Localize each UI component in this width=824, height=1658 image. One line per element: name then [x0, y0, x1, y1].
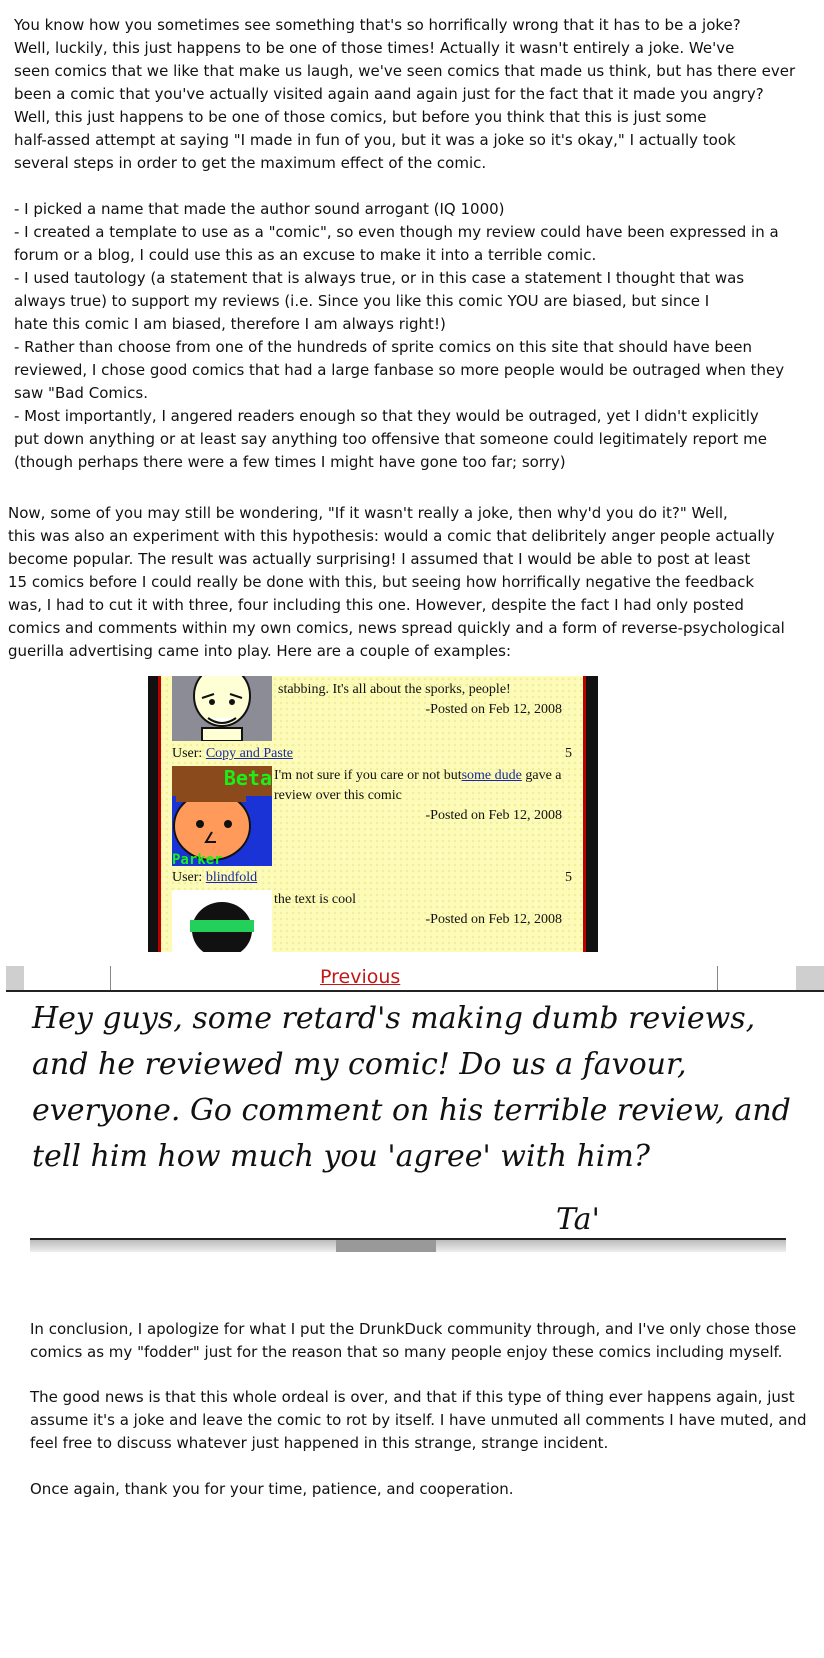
user-prefix: User: [172, 870, 206, 885]
strip-left-shade [6, 966, 24, 992]
comment-date: -Posted on Feb 12, 2008 [425, 912, 562, 927]
comment-text: the text is cool [274, 892, 357, 907]
previous-link[interactable]: Previous [320, 966, 401, 988]
user-prefix: User: [172, 746, 206, 761]
comment-rating: 5 [565, 870, 572, 885]
comment-user-line [172, 870, 257, 886]
toolbar-shade [336, 1240, 436, 1252]
comment-date: -Posted on Feb 12, 2008 [425, 808, 562, 823]
comment-date: -Posted on Feb 12, 2008 [425, 702, 562, 717]
handwritten-toolbar [30, 1240, 786, 1252]
handwritten-signoff: Ta' [556, 1202, 600, 1237]
strip-divider [6, 990, 824, 992]
comment-screenshot [148, 676, 598, 952]
user-link[interactable]: blindfold [205, 870, 258, 885]
comment-text: I'm not sure if you care or not butsome dude gave a review over this comic [274, 768, 562, 803]
conclusion-paragraph: In conclusion, I apologize for what I put the DrunkDuck community through, and I've only chose those comics as my "fodder" just for the reason that so many people enjoy these comics including myself. [30, 1320, 797, 1361]
nav-box [110, 966, 718, 990]
strip-right-shade [796, 966, 824, 992]
avatar-beta-parker [172, 766, 272, 866]
comment-user-line [172, 746, 293, 762]
comment-rating: 5 [565, 746, 572, 761]
avatar-label-bottom: Parker [172, 852, 223, 866]
good-news-paragraph: The good news is that this whole ordeal is over, and that if this type of thing ever happens again, just assume it's a joke and leave the comic to rot by itself. I have unmuted all comments I have muted, and feel free to discuss whatever just happened in this strange, strange incident. [30, 1388, 807, 1452]
user-link[interactable]: Copy and Paste [205, 746, 293, 761]
intro-paragraph: You know how you sometimes see something that's so horrifically wrong that it has to be a joke? Well, luckily, this just happens to be one of those times! Actually it wasn't entirely a joke. We've seen comics that we like that make us laugh, we've seen comics that made us think, but has there ever been a comic that you've actually visited again aand again just for the fact that it made you angry? Well, this just happens to be one of those comics, but before you think that this is just some half-assed attempt at saying "I made in fun of you, but it was a joke so it's okay," I actually took several steps in order to get the maximum effect of the comic. [14, 16, 796, 172]
some-dude-link[interactable]: some dude [461, 768, 522, 783]
comment-text: stabbing. It's all about the sporks, people! [278, 682, 511, 697]
comic-nav-strip [6, 966, 824, 992]
handwritten-message: Hey guys, some retard's making dumb reviews, and he reviewed my comic! Do us a favour, everyone. Go comment on his terrible review, and tell him how much you 'agree' with him? [32, 1001, 791, 1174]
avatar-blindfold [172, 890, 272, 952]
thanks-paragraph: Once again, thank you for your time, patience, and cooperation. [30, 1480, 514, 1498]
hypothesis-paragraph: Now, some of you may still be wondering, "If it wasn't really a joke, then why'd you do it?" Well, this was also an experiment with this hypothesis: would a comic that delibritely anger people actually become popular. The result was actually surprising! I assumed that I would be able to post at least 15 comics before I could really be done with this, but seeing how horrifically negative the feedback was, I had to cut it with three, four including this one. However, despite the fact I had only posted comics and comments within my own comics, news spread quickly and a form of reverse-psychological guerilla advertising came into play. Here are a couple of examples: [8, 504, 785, 660]
avatar-blonde [172, 676, 272, 741]
avatar-label-top: Beta [223, 766, 272, 790]
steps-list: - I picked a name that made the author sound arrogant (IQ 1000) - I created a template to use as a "comic", so even though my review could have been expressed in a forum or a blog, I could use this as an excuse to make it into a terrible comic. - I used tautology (a statement that is always true, or in this case a statement I thought that was always true) to support my reviews (i.e. Since you like this comic YOU are biased, but since I hate this comic I am biased, therefore I am always right!) - Rather than choose from one of the hundreds of sprite comics on this site that should have been reviewed, I chose good comics that had a large fanbase so more people would be outraged when they saw "Bad Comics. - Most importantly, I angered readers enough so that they would be outraged, yet I didn't explicitly put down anything or at least say anything too offensive that someone could legitimately report me (though perhaps there were a few times I might have gone too far; sorry) [14, 200, 785, 471]
